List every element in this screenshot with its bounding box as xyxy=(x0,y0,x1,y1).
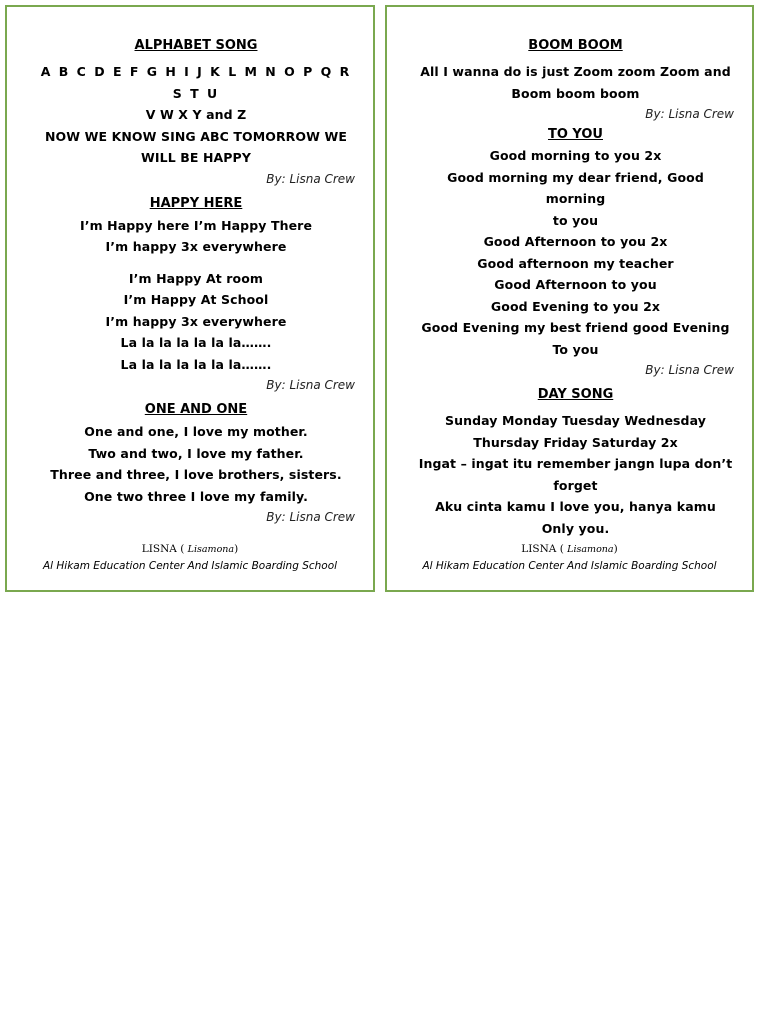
song-byline: By: Lisna Crew xyxy=(645,363,734,377)
song-line: Sunday Monday Tuesday Wednesday xyxy=(444,413,707,428)
song-line: I’m Happy At room xyxy=(128,270,264,286)
school-name: Al Hikam Education Center And Islamic Boarding School xyxy=(422,560,717,572)
song-card-right xyxy=(385,5,754,592)
song-line: Three and three, I love brothers, sisters. xyxy=(50,467,342,482)
song-title-happy-here: HAPPY HERE xyxy=(149,195,243,211)
song-line: Good Afternoon to you 2x xyxy=(483,234,668,249)
song-line: Good Evening to you 2x xyxy=(490,298,661,314)
song-line: I’m happy 3x everywhere xyxy=(105,239,287,254)
card-footer xyxy=(21,541,359,574)
school-name: Al Hikam Education Center And Islamic Boarding School xyxy=(42,560,338,572)
song-line: Good Evening my best friend good Evening xyxy=(421,320,730,335)
song-line: Good afternoon my teacher xyxy=(477,255,674,271)
card-content xyxy=(417,37,734,539)
card-content xyxy=(37,37,355,527)
song-line: to you xyxy=(552,212,599,228)
song-title-alphabet: ALPHABET SONG xyxy=(134,38,258,53)
song-card-left xyxy=(5,5,375,592)
song-title-to-you: TO YOU xyxy=(547,127,603,142)
song-line: WILL BE HAPPY xyxy=(141,150,251,165)
song-line: To you xyxy=(552,341,599,357)
song-line: forget xyxy=(553,477,598,493)
song-line: V W X Y and Z xyxy=(145,107,247,122)
song-byline: By: Lisna Crew xyxy=(266,171,355,186)
song-byline: By: Lisna Crew xyxy=(266,510,355,524)
song-line: I’m Happy here I’m Happy There xyxy=(79,217,313,233)
song-byline: By: Lisna Crew xyxy=(266,378,355,392)
card-footer xyxy=(401,541,738,574)
author-name: LISNA ( Lisamona) xyxy=(521,543,618,555)
author-name: LISNA ( Lisamona) xyxy=(141,543,239,555)
song-line: Good morning to you 2x xyxy=(489,148,662,163)
song-line: Aku cinta kamu I love you, hanya kamu Only you. xyxy=(435,499,716,536)
song-title-day-song: DAY SONG xyxy=(537,387,614,402)
song-title-one-and-one: ONE AND ONE xyxy=(144,402,248,417)
song-line: All I wanna do is just Zoom zoom Zoom and xyxy=(420,64,731,79)
song-line: Thursday Friday Saturday 2x xyxy=(473,434,678,450)
song-line: Ingat – ingat itu remember jangn lupa don’t xyxy=(418,456,733,471)
song-line: Boom boom boom xyxy=(511,85,640,101)
song-line: I’m happy 3x everywhere xyxy=(105,313,287,329)
song-line: I’m Happy At School xyxy=(123,292,269,307)
song-title-boom-boom: BOOM BOOM xyxy=(528,38,623,53)
song-line: One and one, I love my mother. xyxy=(84,424,308,439)
song-line: La la la la la la la……. xyxy=(120,356,272,372)
song-line: One two three I love my family. xyxy=(84,488,308,504)
song-line: NOW WE KNOW SING ABC TOMORROW WE xyxy=(44,128,348,144)
song-line: Good Afternoon to you xyxy=(494,277,657,292)
song-line: Good morning my dear friend, Good morning xyxy=(447,169,704,206)
song-byline: By: Lisna Crew xyxy=(645,107,734,121)
song-line: A B C D E F G H I J K L M N O P Q R S T U xyxy=(40,64,352,101)
song-line: Two and two, I love my father. xyxy=(88,445,304,461)
song-line: La la la la la la la……. xyxy=(120,335,272,350)
